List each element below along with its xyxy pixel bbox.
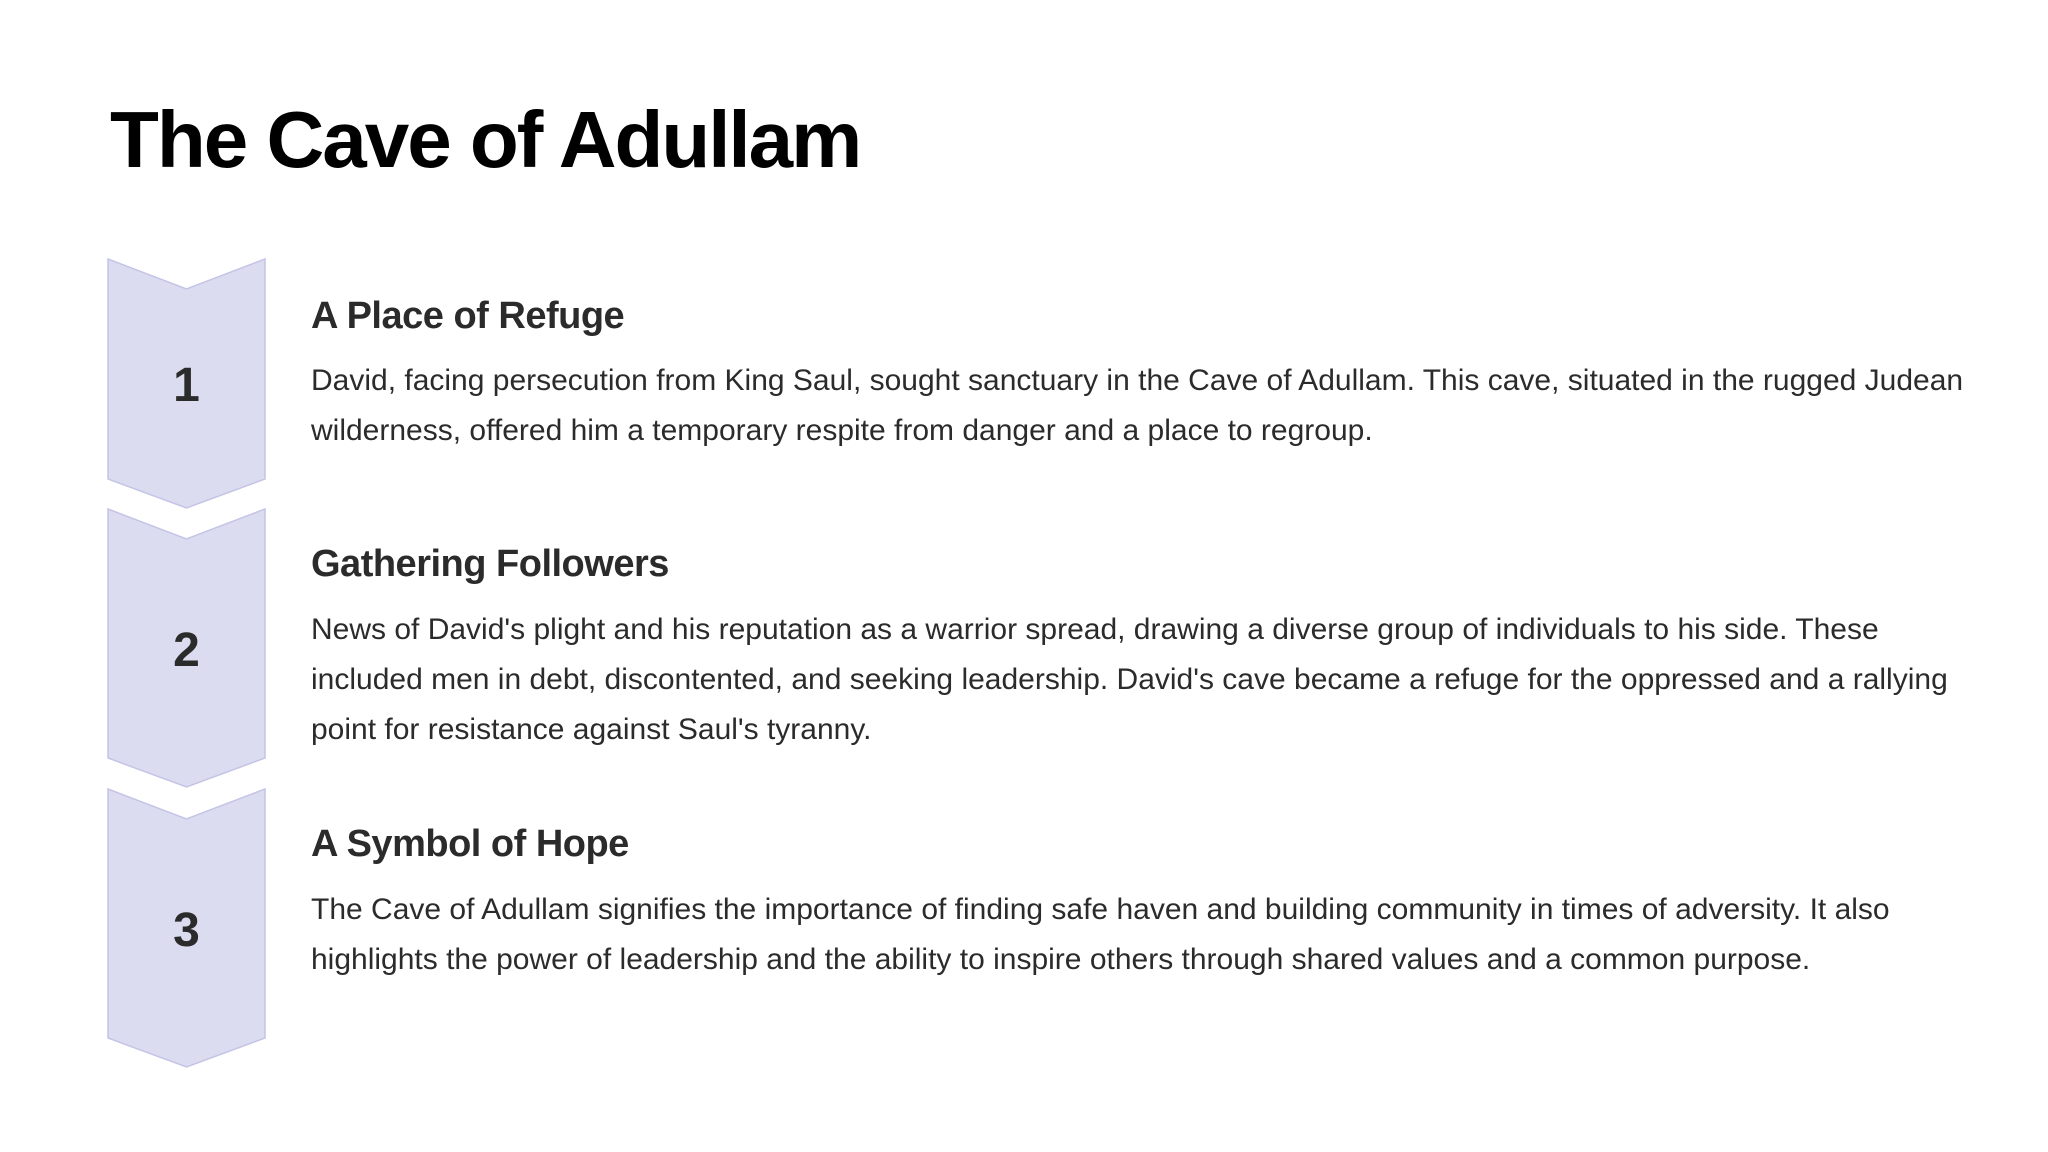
step-description: News of David's plight and his reputation as a warrior spread, drawing a diverse group of individuals to his side. These included men in debt, discontented, and seeking leadership. David's cave became a refuge for the oppressed and a rallying point for resistance against Saul's tyranny. [311,613,1948,746]
step-number: 2 [173,624,200,677]
step-description: The Cave of Adullam signifies the importance of finding safe haven and building community in times of adversity. It also highlights the power of leadership and the ability to inspire others through shared values and a common purpose. [311,893,1890,976]
step-heading: A Place of Refuge [311,295,625,337]
step-number: 3 [173,904,200,957]
step-heading: A Symbol of Hope [311,823,629,865]
step-description: David, facing persecution from King Saul, sought sanctuary in the Cave of Adullam. This cave, situated in the rugged Judean wilderness, offered him a temporary respite from danger and a place to regroup. [311,364,1964,447]
step-heading: Gathering Followers [311,543,669,585]
page-title: The Cave of Adullam [110,95,861,184]
step-number: 1 [173,359,200,412]
